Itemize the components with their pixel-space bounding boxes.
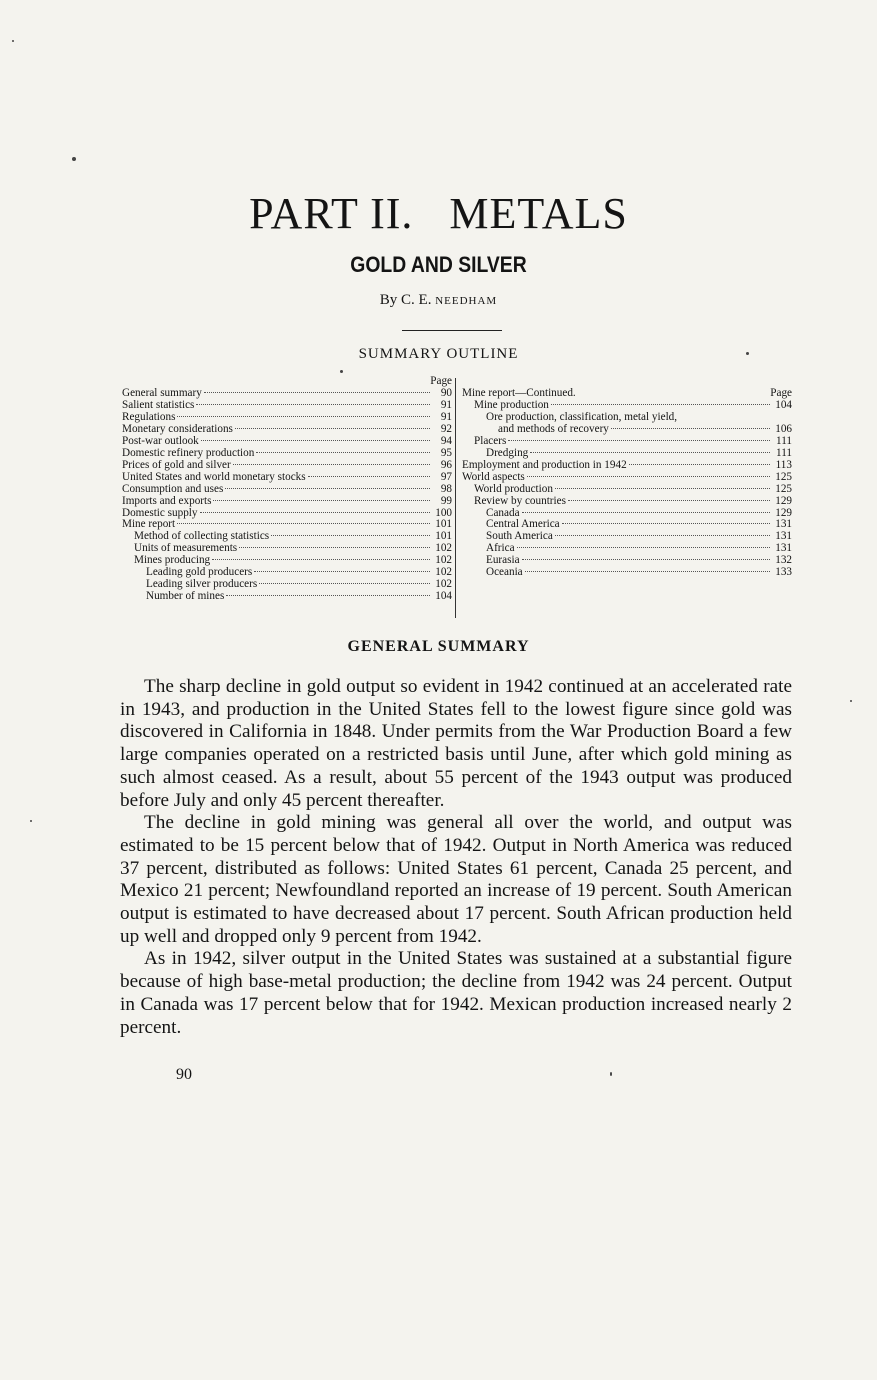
toc-leader — [562, 523, 770, 524]
toc-leader — [525, 571, 770, 572]
toc-label: Domestic supply — [122, 506, 198, 519]
toc-continued-label: Mine report—Continued. — [462, 387, 576, 399]
toc-item[interactable] — [462, 424, 792, 436]
toc-leader — [196, 404, 430, 405]
toc-label: Units of measurements — [134, 542, 238, 555]
toc-label: General summary — [122, 387, 202, 399]
toc-label: United States and world monetary stocks — [122, 470, 306, 483]
toc-item[interactable] — [462, 567, 792, 579]
toc-page: 104 — [435, 590, 452, 603]
toc-page: 131 — [775, 542, 792, 555]
toc-item[interactable] — [122, 460, 452, 472]
toc-leader — [225, 488, 430, 489]
toc-item[interactable] — [462, 472, 792, 484]
toc-page: 106 — [775, 422, 792, 435]
toc-right-column — [462, 376, 792, 579]
toc-leader — [233, 464, 430, 465]
toc-item[interactable] — [122, 436, 452, 448]
toc-label: Employment and production in 1942 — [462, 458, 627, 471]
toc-label: Mine report — [122, 518, 176, 531]
toc-label: Africa — [486, 542, 515, 555]
toc-page: 102 — [435, 566, 452, 579]
paragraph: As in 1942, silver output in the United States was sustained at a substantial figure because of high base-metal production; the decline from 1942 was 24 percent. Output in Canada was 17 percent below that for 1942. Mexican production increased nearly 2 percent. — [120, 948, 792, 1038]
toc-label: Imports and exports — [122, 494, 212, 507]
toc-page: 102 — [435, 542, 452, 555]
toc-label: Mine production — [474, 398, 549, 411]
toc-page: 125 — [775, 470, 792, 483]
toc-label: Method of collecting statistics — [134, 530, 270, 543]
section-title: GOLD AND SILVER — [350, 252, 527, 277]
toc-leader — [256, 452, 430, 453]
toc-page: 113 — [775, 458, 792, 471]
toc-page: 101 — [435, 518, 452, 531]
toc-label: Eurasia — [486, 554, 520, 567]
toc-item[interactable] — [462, 484, 792, 496]
toc-divider — [455, 378, 456, 618]
toc-page: 131 — [775, 518, 792, 531]
toc-label: Salient statistics — [122, 398, 195, 411]
toc-leader — [522, 559, 770, 560]
paragraph: The sharp decline in gold output so evident in 1942 continued at an accelerated rate in 1943, and production in the United States fell to the lowest figure since gold was discovered in California in 1848. Under permits from the War Production Board a few large companies operated on a restricted basis until June, after which gold mining as such almost ceased. As a result, about 55 percent of the 1943 output was produced before July and only 45 percent thereafter. — [120, 676, 792, 811]
page-number: 90 — [176, 1066, 192, 1083]
toc-left-column — [122, 376, 452, 603]
toc-page-label-right: Page — [770, 387, 792, 399]
outline-title: SUMMARY OUTLINE — [358, 346, 519, 362]
byline-author: NEEDHAM — [435, 295, 498, 307]
toc-page: 100 — [435, 506, 452, 519]
toc-item[interactable] — [122, 472, 452, 484]
toc-leader — [259, 583, 430, 584]
toc-item[interactable] — [122, 591, 452, 603]
toc-item[interactable] — [462, 460, 792, 472]
toc-label: South America — [486, 530, 553, 543]
toc-label: World production — [474, 482, 553, 495]
toc-page: 102 — [435, 554, 452, 567]
toc-label: Prices of gold and silver — [122, 458, 231, 471]
toc-label: Oceania — [486, 566, 523, 579]
toc-label: Post-war outlook — [122, 434, 199, 447]
paragraph: The decline in gold mining was general all over the world, and output was estimated to be 15 percent below that of 1942. Output in North America was reduced 37 percent, distributed as follows: United States 61 percent, Canada 25 percent, and Mexico 21 percent; Newfoundland reported an increase of 19 percent. South American output is estimated to have decreased about 17 percent. South African production held up well and dropped only 9 percent from 1942. — [120, 812, 792, 947]
toc-leader — [551, 404, 770, 405]
toc-page: 92 — [440, 422, 452, 435]
toc-page: 125 — [775, 482, 792, 495]
toc-page: 91 — [440, 398, 452, 411]
toc-label: Placers — [474, 434, 507, 447]
toc-leader — [522, 512, 770, 513]
toc-leader — [568, 500, 770, 501]
toc-leader — [555, 535, 770, 536]
byline-prefix: By C. E. — [379, 292, 436, 308]
toc-page: 97 — [440, 470, 452, 483]
toc-page: 129 — [775, 506, 792, 519]
toc-label: Dredging — [486, 446, 529, 459]
toc-leader — [239, 547, 430, 548]
toc-label: Consumption and uses — [122, 482, 224, 495]
toc-page-label: Page — [430, 375, 452, 387]
byline — [0, 292, 877, 309]
toc-page: 131 — [775, 530, 792, 543]
toc-page: 104 — [775, 398, 792, 411]
toc-leader — [517, 547, 770, 548]
toc-page: 129 — [775, 494, 792, 507]
toc-page: 132 — [775, 554, 792, 567]
toc-leader — [212, 559, 430, 560]
toc-label: Review by countries — [474, 494, 566, 507]
toc-leader — [213, 500, 430, 501]
toc-leader — [271, 535, 430, 536]
toc-label: and methods of recovery — [498, 422, 609, 435]
toc-leader — [629, 464, 770, 465]
part-title: PART II. METALS — [249, 189, 628, 238]
toc-leader — [254, 571, 430, 572]
toc-item[interactable] — [462, 496, 792, 508]
toc-label: Number of mines — [146, 590, 225, 603]
general-summary-heading: GENERAL SUMMARY — [347, 638, 530, 655]
toc-page: 101 — [435, 530, 452, 543]
toc-label: Leading gold producers — [146, 566, 253, 579]
toc-leader — [530, 452, 770, 453]
title-rule — [402, 330, 502, 331]
toc-page: 90 — [440, 387, 452, 399]
toc-label: Central America — [486, 518, 560, 531]
toc-page: 91 — [440, 410, 452, 423]
toc-label: Monetary considerations — [122, 422, 233, 435]
toc-page: 99 — [440, 494, 452, 507]
toc-label: Ore production, classification, metal yield, — [486, 410, 678, 423]
toc-leader — [611, 428, 770, 429]
toc-label: Domestic refinery production — [122, 446, 255, 459]
toc-page: 111 — [776, 446, 792, 459]
toc-item[interactable] — [122, 484, 452, 496]
toc-label: Regulations — [122, 410, 176, 423]
toc-item[interactable] — [122, 448, 452, 460]
toc-leader — [235, 428, 430, 429]
toc-leader — [204, 392, 430, 393]
toc-page: 94 — [440, 434, 452, 447]
toc-page: 133 — [775, 566, 792, 579]
general-summary-body — [120, 676, 792, 1039]
toc-item[interactable] — [462, 436, 792, 448]
toc-page: 111 — [776, 434, 792, 447]
toc-leader — [177, 416, 430, 417]
toc-leader — [527, 476, 770, 477]
toc-label: World aspects — [462, 470, 525, 483]
toc-item[interactable] — [122, 496, 452, 508]
toc-leader — [555, 488, 770, 489]
toc-leader — [226, 595, 430, 596]
toc-leader — [201, 440, 430, 441]
toc-leader — [177, 523, 430, 524]
toc-page: 98 — [440, 482, 452, 495]
toc-label: Mines producing — [134, 554, 211, 567]
toc-page: 96 — [440, 458, 452, 471]
toc-page: 102 — [435, 578, 452, 591]
toc-leader — [200, 512, 430, 513]
toc-label: Canada — [486, 506, 520, 519]
toc-label: Leading silver producers — [146, 578, 258, 591]
toc-leader — [308, 476, 430, 477]
toc-leader — [508, 440, 770, 441]
toc-page: 95 — [440, 446, 452, 459]
toc-item[interactable] — [462, 448, 792, 460]
